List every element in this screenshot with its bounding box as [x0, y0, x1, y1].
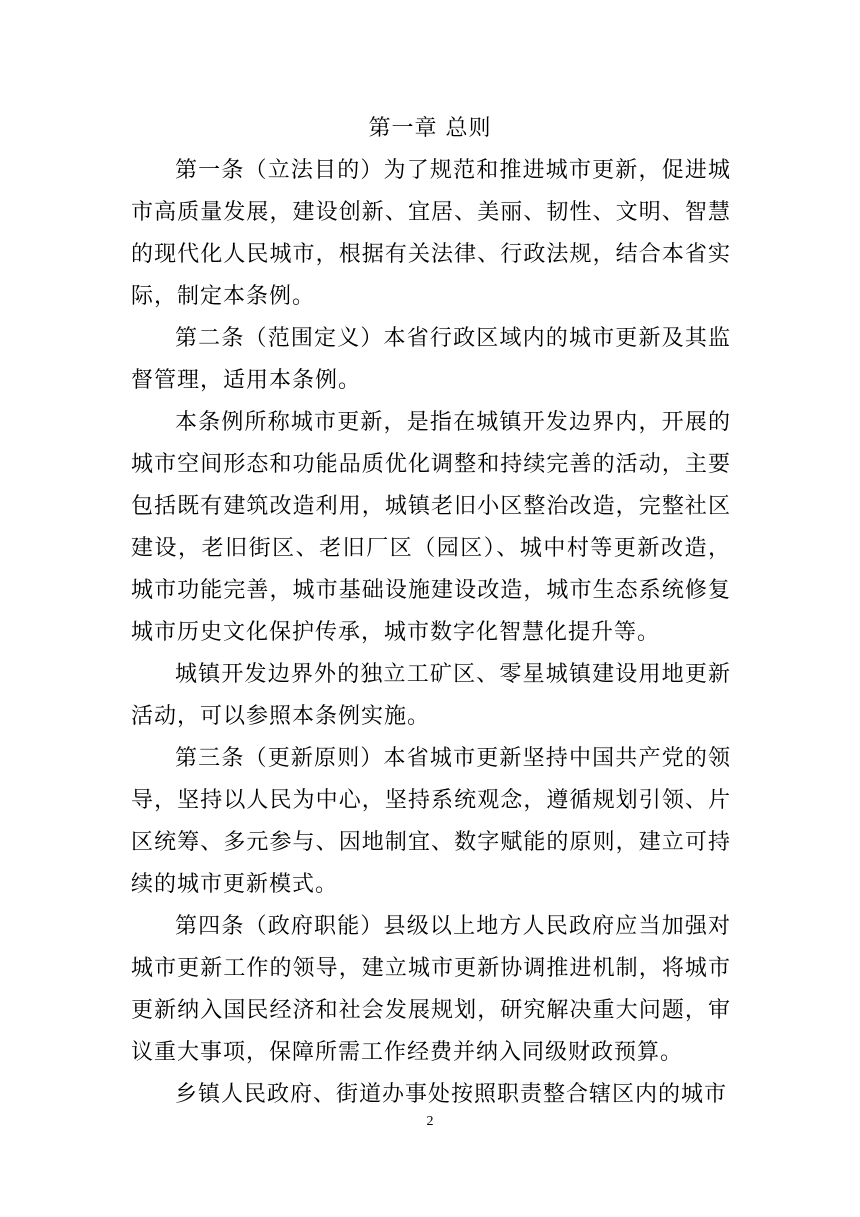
article-1-paragraph: 第一条（立法目的）为了规范和推进城市更新，促进城市高质量发展，建设创新、宜居、美丽、韧性、文明、智慧的现代化人民城市，根据有关法律、行政法规，结合本省实际，制定本条例。: [131, 158, 731, 309]
township-duties-paragraph: 乡镇人民政府、街道办事处按照职责整合辖区内的城市: [175, 1082, 728, 1107]
chapter-title: 第一章 总则: [368, 116, 492, 141]
outside-boundary-paragraph: 城镇开发边界外的独立工矿区、零星城镇建设用地更新活动，可以参照本条例实施。: [131, 662, 731, 729]
urban-renewal-definition-paragraph: 本条例所称城市更新，是指在城镇开发边界内，开展的城市空间形态和功能品质优化调整和持续完善的活动，主要包括既有建筑改造利用，城镇老旧小区整治改造，完整社区建设，老旧街区、老旧厂区（园区）、城中村等更新改造，城市功能完善，城市基础设施建设改造，城市生态系统修复城市历史文化保护传承，城市数字化智慧化提升等。: [131, 410, 731, 645]
article-3-paragraph: 第三条（更新原则）本省城市更新坚持中国共产党的领导，坚持以人民为中心，坚持系统观念，遵循规划引领、片区统筹、多元参与、因地制宜、数字赋能的原则，建立可持续的城市更新模式。: [131, 746, 731, 897]
body-text: [131, 150, 731, 1116]
page-number: 2: [426, 1114, 434, 1129]
article-2-paragraph: 第二条（范围定义）本省行政区域内的城市更新及其监督管理，适用本条例。: [131, 326, 731, 393]
article-4-paragraph: 第四条（政府职能）县级以上地方人民政府应当加强对城市更新工作的领导，建立城市更新协调推进机制，将城市更新纳入国民经济和社会发展规划，研究解决重大问题，审议重大事项，保障所需工作经费并纳入同级财政预算。: [131, 914, 731, 1065]
